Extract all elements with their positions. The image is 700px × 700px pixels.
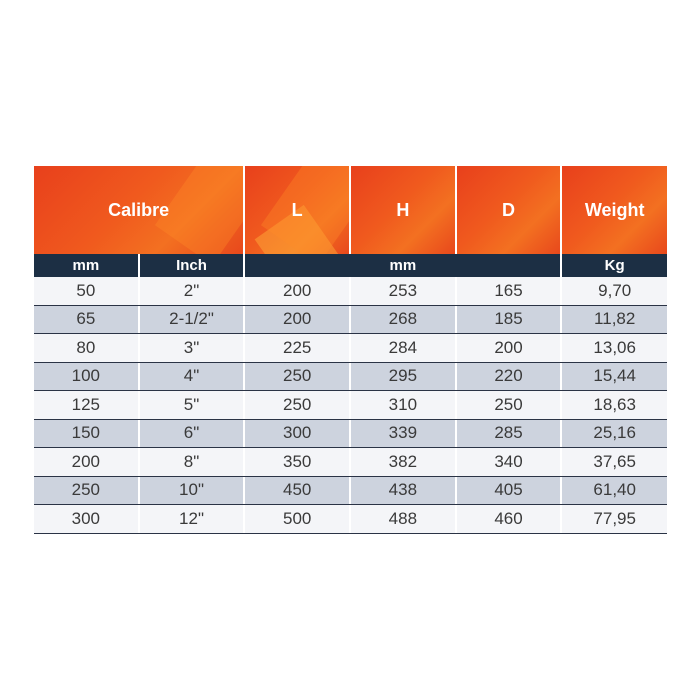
cell-inch: 12" bbox=[138, 505, 244, 533]
table-body bbox=[34, 277, 667, 534]
cell-weight: 25,16 bbox=[560, 420, 667, 448]
cell-d: 165 bbox=[455, 277, 561, 305]
cell-h: 284 bbox=[349, 334, 455, 362]
unit-inch: Inch bbox=[138, 254, 244, 277]
cell-weight: 15,44 bbox=[560, 363, 667, 391]
cell-h: 310 bbox=[349, 391, 455, 419]
cell-l: 200 bbox=[243, 277, 349, 305]
table-row bbox=[34, 306, 667, 335]
cell-inch: 5" bbox=[138, 391, 244, 419]
header-l: L bbox=[243, 166, 349, 254]
table-row bbox=[34, 334, 667, 363]
table-row bbox=[34, 391, 667, 420]
unit-kg: Kg bbox=[560, 254, 667, 277]
cell-weight: 61,40 bbox=[560, 477, 667, 505]
units-header bbox=[34, 254, 667, 277]
cell-d: 460 bbox=[455, 505, 561, 533]
cell-h: 295 bbox=[349, 363, 455, 391]
cell-mm: 300 bbox=[71, 508, 101, 528]
cell-d: 405 bbox=[455, 477, 561, 505]
cell-mm: 80 bbox=[76, 337, 96, 357]
cell-d: 220 bbox=[455, 363, 561, 391]
cell-weight: 13,06 bbox=[560, 334, 667, 362]
cell-weight: 77,95 bbox=[560, 505, 667, 533]
cell-inch: 10" bbox=[138, 477, 244, 505]
table-row bbox=[34, 448, 667, 477]
cell-l: 225 bbox=[243, 334, 349, 362]
cell-d: 285 bbox=[455, 420, 561, 448]
cell-d: 250 bbox=[455, 391, 561, 419]
table-row bbox=[34, 505, 667, 534]
cell-h: 488 bbox=[349, 505, 455, 533]
header-h: H bbox=[349, 166, 455, 254]
header-calibre: Calibre bbox=[34, 166, 243, 254]
table-row bbox=[34, 277, 667, 306]
cell-l: 450 bbox=[243, 477, 349, 505]
table-header bbox=[34, 166, 667, 254]
table-row bbox=[34, 363, 667, 392]
cell-inch: 6" bbox=[138, 420, 244, 448]
cell-d: 340 bbox=[455, 448, 561, 476]
cell-weight: 11,82 bbox=[560, 306, 667, 334]
cell-mm: 65 bbox=[76, 309, 96, 329]
dimensions-table bbox=[34, 166, 667, 534]
cell-weight: 37,65 bbox=[560, 448, 667, 476]
cell-mm: 50 bbox=[76, 280, 96, 300]
cell-h: 438 bbox=[349, 477, 455, 505]
cell-h: 268 bbox=[349, 306, 455, 334]
cell-inch: 2" bbox=[138, 277, 244, 305]
unit-mm-dimensions: mm bbox=[243, 254, 560, 277]
cell-l: 250 bbox=[243, 391, 349, 419]
cell-l: 500 bbox=[243, 505, 349, 533]
cell-weight: 9,70 bbox=[560, 277, 667, 305]
cell-inch: 8" bbox=[138, 448, 244, 476]
cell-mm: 250 bbox=[71, 480, 101, 500]
cell-d: 185 bbox=[455, 306, 561, 334]
header-d: D bbox=[455, 166, 561, 254]
table-row bbox=[34, 477, 667, 506]
cell-h: 253 bbox=[349, 277, 455, 305]
cell-l: 250 bbox=[243, 363, 349, 391]
cell-inch: 4" bbox=[138, 363, 244, 391]
cell-l: 300 bbox=[243, 420, 349, 448]
cell-inch: 2-1/2" bbox=[138, 306, 244, 334]
cell-mm: 150 bbox=[71, 423, 101, 443]
cell-mm: 200 bbox=[71, 451, 101, 471]
cell-h: 339 bbox=[349, 420, 455, 448]
cell-l: 200 bbox=[243, 306, 349, 334]
header-weight: Weight bbox=[560, 166, 667, 254]
cell-inch: 3" bbox=[138, 334, 244, 362]
cell-weight: 18,63 bbox=[560, 391, 667, 419]
table-row bbox=[34, 420, 667, 449]
cell-h: 382 bbox=[349, 448, 455, 476]
cell-d: 200 bbox=[455, 334, 561, 362]
cell-mm: 125 bbox=[71, 394, 101, 414]
unit-mm: mm bbox=[72, 257, 100, 274]
cell-l: 350 bbox=[243, 448, 349, 476]
cell-mm: 100 bbox=[71, 366, 101, 386]
